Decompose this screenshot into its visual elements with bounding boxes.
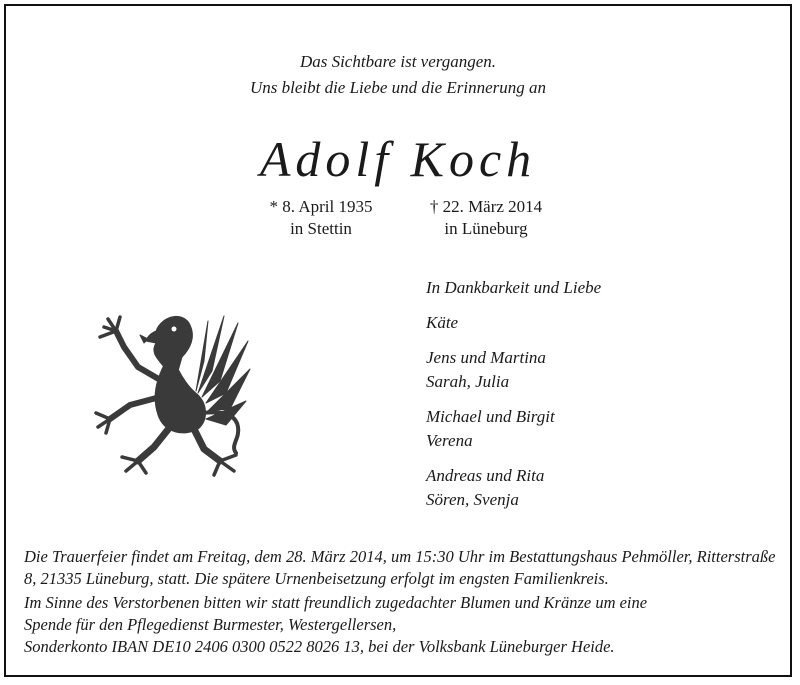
mourner-line: Andreas und Rita: [426, 466, 545, 485]
griffin-icon: [86, 301, 251, 481]
mourners-heading: In Dankbarkeit und Liebe: [426, 278, 602, 297]
funeral-text: Die Trauerfeier findet am Freitag, dem 28. März 2014, um 15:30 Uhr im Bestattungshaus Pehmöller, Ritterstraße 8, 21335 Lüneburg, statt. Die spätere Urnenbeisetzung erfolgt im engsten Familienkreis.: [24, 547, 776, 588]
mourner-group: [426, 346, 601, 394]
mourner-group: [426, 464, 601, 512]
donation-line-2: Spende für den Pflegedienst Burmester, Westergellersen,: [24, 615, 397, 634]
mourner-line: Verena: [426, 431, 473, 450]
donation-text: [24, 592, 784, 658]
mourner-line: Michael und Birgit: [426, 407, 555, 426]
mourner-group: [426, 405, 601, 453]
death-date: † 22. März 2014: [429, 197, 543, 216]
deceased-name: Adolf Koch: [259, 131, 537, 187]
obituary-notice: [4, 4, 792, 677]
death-info: [416, 196, 556, 240]
donation-line-1: Im Sinne des Verstorbenen bitten wir statt freundlich zugedachter Blumen und Kränze um eine: [24, 593, 648, 612]
mourner-line: Sarah, Julia: [426, 372, 510, 391]
mourner-line: Sören, Svenja: [426, 490, 519, 509]
mourners-heading-group: [426, 276, 601, 300]
donation-line-3: Sonderkonto IBAN DE10 2406 0300 0522 8026 13, bei der Volksbank Lüneburger Heide.: [24, 637, 615, 656]
birth-info: [256, 196, 386, 240]
intro-verse: [6, 49, 790, 101]
birth-place: in Stettin: [290, 219, 352, 238]
mourner-line: Käte: [426, 313, 459, 332]
death-place: in Lüneburg: [444, 219, 528, 238]
funeral-details: [24, 546, 784, 658]
intro-line-1: Das Sichtbare ist vergangen.: [299, 52, 497, 71]
intro-line-2: Uns bleibt die Liebe und die Erinnerung an: [249, 78, 547, 97]
mourner-line: Jens und Martina: [426, 348, 546, 367]
mourners-list: [426, 276, 601, 523]
mourner-group: [426, 311, 601, 335]
birth-date: * 8. April 1935: [269, 197, 373, 216]
